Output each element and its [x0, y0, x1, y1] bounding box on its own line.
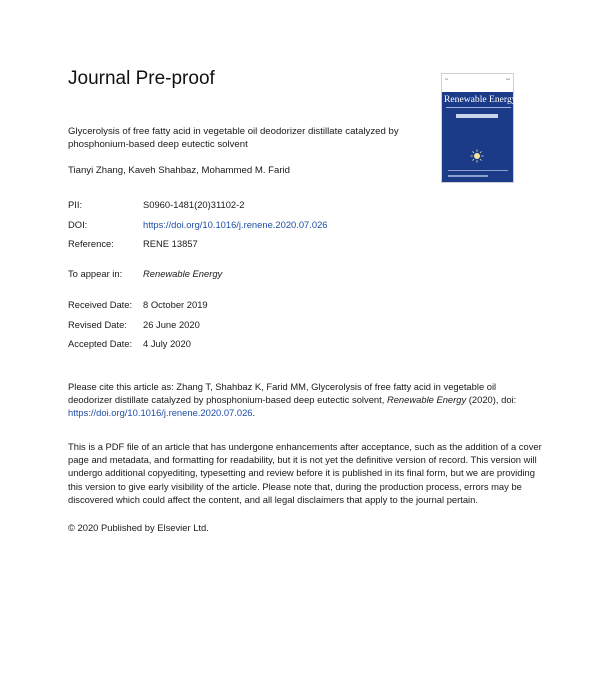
meta-received — [68, 299, 208, 310]
citation-doi-link[interactable]: https://doi.org/10.1016/j.renene.2020.07.026 — [68, 407, 253, 418]
citation-end: . — [252, 407, 256, 418]
meta-received-label: Received Date: — [68, 299, 133, 310]
cover-footer-line — [448, 170, 508, 173]
meta-reference-value: RENE 13857 — [143, 238, 198, 249]
cover-journal-name: Renewable Energy — [444, 94, 517, 105]
meta-received-value: 8 October 2019 — [143, 299, 208, 310]
cover-issue-mark: ▪▪▪▪ — [505, 77, 510, 81]
meta-appear — [68, 268, 222, 279]
citation-lead: Please cite this article as: Zhang T, Shahbaz K, Farid MM, Glycerolysis of free fatty acid in vegetable oil deodorizer distillate catalyzed by phosphonium-based deep eutectic solvent, — [68, 381, 497, 405]
article-title: Glycerolysis of free fatty acid in vegetable oil deodorizer distillate catalyzed by phosphonium-based deep eutectic solvent — [68, 126, 399, 150]
meta-doi-link[interactable]: https://doi.org/10.1016/j.renene.2020.07.026 — [143, 219, 328, 230]
cover-volume-mark: ▪▪▪ — [445, 77, 449, 81]
meta-accepted — [68, 338, 191, 349]
meta-reference — [68, 238, 198, 249]
meta-doi — [68, 219, 328, 230]
cover-footer-bar — [448, 175, 488, 177]
meta-appear-value: Renewable Energy — [143, 268, 223, 279]
sun-emblem-icon — [470, 149, 484, 163]
copyright-line: © 2020 Published by Elsevier Ltd. — [68, 522, 209, 533]
citation-year: (2020), — [468, 394, 499, 405]
meta-pii-value: S0960-1481(20)31102-2 — [143, 199, 245, 210]
journal-cover-image — [441, 73, 517, 183]
meta-pii-label: PII: — [68, 199, 83, 210]
meta-accepted-label: Accepted Date: — [68, 338, 133, 349]
meta-pii — [68, 199, 244, 210]
preproof-notice: This is a PDF file of an article that has undergone enhancements after acceptance, such as the addition of a cover page and metadata, and formatting for readability, but it is not yet the definitive version of record. This version will undergo additional copyediting, typesetting and review before it is published in its final form, but we are providing this version to give early visibility of the article. Please note that, during the production process, errors may be discovered which could affect the content, and all legal disclaimers that apply to the journal pertain. — [68, 441, 542, 505]
citation-paragraph — [68, 380, 538, 419]
meta-doi-label: DOI: — [68, 219, 88, 230]
cover-divider — [446, 107, 511, 110]
meta-reference-label: Reference: — [68, 238, 114, 249]
meta-appear-label: To appear in: — [68, 268, 123, 279]
meta-revised-value: 26 June 2020 — [143, 319, 200, 330]
article-authors: Tianyi Zhang, Kaveh Shahbaz, Mohammed M. Farid — [68, 165, 291, 176]
page-heading: Journal Pre-proof — [68, 68, 215, 89]
citation-journal: Renewable Energy — [386, 394, 467, 405]
meta-revised-label: Revised Date: — [68, 319, 127, 330]
citation-doi-prefix: doi: — [501, 394, 517, 405]
meta-accepted-value: 4 July 2020 — [143, 338, 191, 349]
meta-revised — [68, 319, 200, 330]
cover-top-band — [442, 74, 513, 92]
cover-subtitle-bar — [456, 114, 498, 118]
